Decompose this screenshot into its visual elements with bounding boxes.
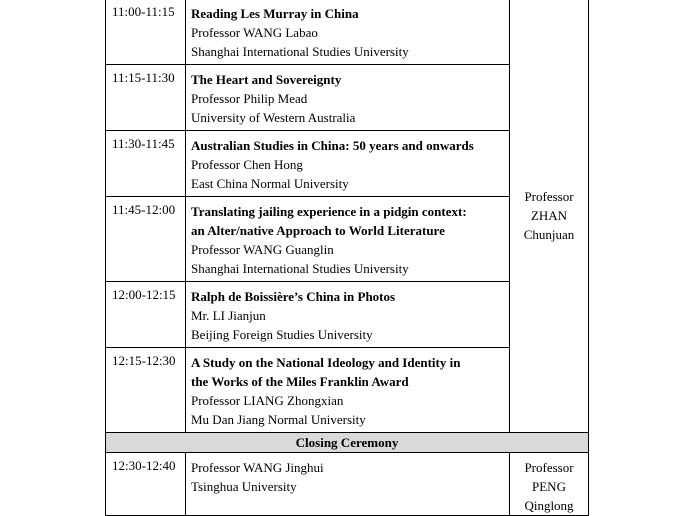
session-details (186, 282, 510, 348)
session-time: 11:15-11:30 (106, 65, 186, 131)
chair-family-name: PENG (532, 479, 566, 494)
chair-family-name: ZHAN (530, 208, 568, 223)
closing-time: 12:30-12:40 (106, 453, 186, 516)
closing-ceremony-heading: Closing Ceremony (106, 433, 589, 453)
session-title-line-2: an Alter/native Approach to World Literature (191, 223, 445, 238)
section-header-row (106, 433, 589, 453)
session-details (186, 131, 510, 197)
session-affiliation: Shanghai International Studies University (191, 261, 409, 276)
session-title: Ralph de Boissière’s China in Photos (191, 289, 396, 304)
session-title: Translating jailing experience in a pidgin context: (191, 204, 467, 219)
closing-affiliation: Tsinghua University (191, 479, 297, 494)
session-time: 11:45-12:00 (106, 197, 186, 282)
session-speaker: Professor WANG Labao (191, 25, 318, 40)
session-affiliation: University of Western Australia (191, 110, 356, 125)
session-time: 12:00-12:15 (106, 282, 186, 348)
session-details (186, 0, 510, 65)
session-title: Reading Les Murray in China (191, 6, 359, 21)
session-affiliation: Shanghai International Studies University (191, 44, 409, 59)
session-speaker: Professor Chen Hong (191, 157, 303, 172)
session-title: A Study on the National Ideology and Identity in (191, 355, 461, 370)
session-speaker: Mr. LI Jianjun (191, 308, 266, 323)
closing-speaker: Professor WANG Jinghui (191, 460, 324, 475)
session-details (186, 65, 510, 131)
session-title: The Heart and Sovereignty (191, 72, 342, 87)
session-title: Australian Studies in China: 50 years and onwards (191, 138, 474, 153)
session-time: 11:30-11:45 (106, 131, 186, 197)
chair-title: Professor (524, 460, 574, 475)
session-time: 12:15-12:30 (106, 348, 186, 433)
session-speaker: Professor WANG Guanglin (191, 242, 334, 257)
session-time: 11:00-11:15 (106, 0, 186, 65)
session-affiliation: Beijing Foreign Studies University (191, 327, 373, 342)
closing-chair (510, 453, 589, 516)
session-affiliation: East China Normal University (191, 176, 349, 191)
session-details (186, 348, 510, 433)
session-speaker: Professor LIANG Zhongxian (191, 393, 344, 408)
programme-table (105, 0, 589, 516)
chair-given-name: Qinglong (524, 498, 574, 513)
session-affiliation: Mu Dan Jiang Normal University (191, 412, 366, 427)
closing-details (186, 453, 510, 516)
table-row (106, 453, 589, 516)
session-details (186, 197, 510, 282)
table-row (106, 0, 589, 65)
chair-given-name: Chunjuan (523, 227, 575, 242)
session-speaker: Professor Philip Mead (191, 91, 308, 106)
session-title-line-2: the Works of the Miles Franklin Award (191, 374, 409, 389)
session-chair (510, 0, 589, 433)
chair-title: Professor (524, 189, 574, 204)
